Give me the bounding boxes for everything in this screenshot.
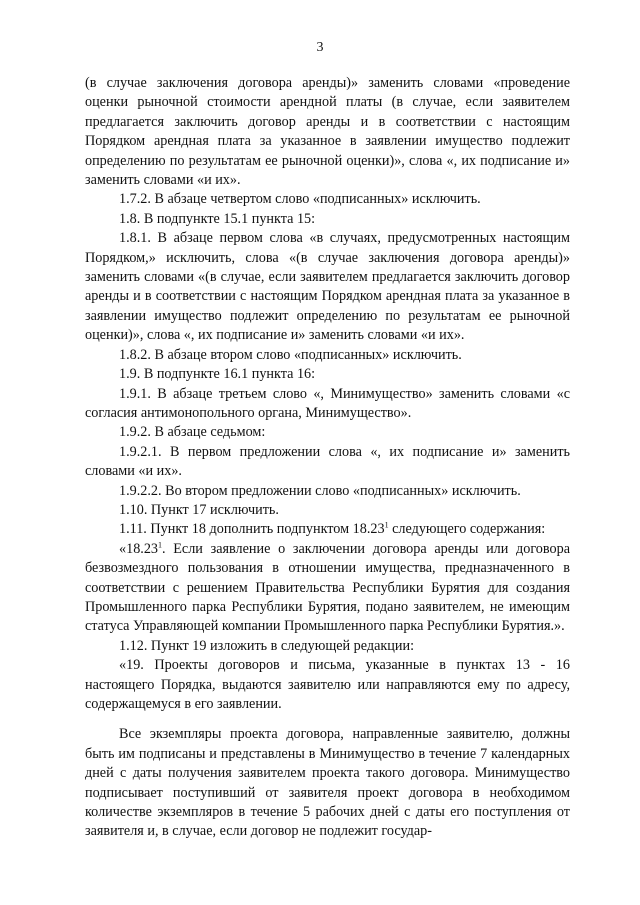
paragraph-1-8-2: 1.8.2. В абзаце втором слово «подписанных» исключить.	[119, 346, 462, 363]
paragraph-1-9: 1.9. В подпункте 16.1 пункта 16:	[119, 366, 316, 383]
paragraph-continuation: (в случае заключения договора аренды)» заменить словами «проведение оценки рыночной стоимости арендной платы (в случае, если заявителем предлагается заключить договор аренды и в соответствии с настоящим Порядком арендная плата за указанное в заявлении имущество подлежит определению по результатам ее рыночной оценки)», слова «, их подписание и» заменить словами «и их».	[85, 75, 570, 189]
paragraph-all-copies: Все экземпляры проекта договора, направленные заявителю, должны быть им подписаны и представлены в Минимущество в течение 7 календарных дней с даты получения заявителем проекта такого договора. Минимущество подписывает поступивший от заявителя проект договора в необходимом количестве экземпляров в течение 5 рабочих дней с даты его поступления от заявителя и, в случае, если договор не подлежит государ-	[85, 726, 570, 840]
paragraph-1-12: 1.12. Пункт 19 изложить в следующей редакции:	[119, 637, 415, 654]
paragraph-18-23-1	[85, 540, 570, 637]
paragraph-18-23-1-before: «18.23	[119, 540, 159, 557]
paragraph-1-8: 1.8. В подпункте 15.1 пункта 15:	[119, 210, 316, 227]
paragraph-19: «19. Проекты договоров и письма, указанные в пунктах 13 - 16 настоящего Порядка, выдаются заявителю или направляются ему по адресу, содержащемуся в его заявлении.	[85, 657, 570, 712]
superscript-one: 1	[158, 540, 163, 550]
paragraph-1-9-2-1: 1.9.2.1. В первом предложении слова «, их подписание и» заменить словами «и их».	[85, 443, 570, 480]
paragraph-1-8-1: 1.8.1. В абзаце первом слова «в случаях, предусмотренных настоящим Порядком,» исключить, слова «(в случае заключения договора аренды)» заменить словами «(в случае, если заявителем предлагается заключить договор аренды и в соответствии с настоящим Порядком арендная плата за указанное в заявлении имущество подлежит определению по результатам ее рыночной оценки)», слова «, их подписание и» заменить словами «и их».	[85, 230, 570, 344]
paragraph-18-23-1-after: . Если заявление о заключении договора аренды или договора безвозмездного пользования в отношении имущества, предназначенного в соответствии с решением Правительства Республики Бурятия для создания Промышленного парка Республики Бурятия, подано заявителем, не имеющим статуса Управляющей компании Промышленного парка Республики Бурятия.».	[85, 540, 570, 635]
document-body	[85, 74, 570, 842]
paragraph-1-9-2: 1.9.2. В абзаце седьмом:	[119, 424, 266, 441]
paragraph-1-11-after: следующего содержания:	[388, 521, 546, 538]
paragraph-1-10: 1.10. Пункт 17 исключить.	[119, 501, 279, 518]
paragraph-1-7-2: 1.7.2. В абзаце четвертом слово «подписанных» исключить.	[119, 191, 481, 208]
paragraph-1-11-before: 1.11. Пункт 18 дополнить подпунктом 18.23	[119, 521, 385, 538]
paragraph-1-9-1: 1.9.1. В абзаце третьем слово «, Минимущество» заменить словами «с согласия антимонопольного органа, Минимущество».	[85, 385, 570, 421]
page-number: 3	[316, 40, 324, 55]
paragraph-1-9-2-2: 1.9.2.2. Во втором предложении слово «подписанных» исключить.	[119, 482, 521, 499]
superscript-one: 1	[384, 520, 389, 530]
paragraph-1-11	[85, 520, 570, 539]
